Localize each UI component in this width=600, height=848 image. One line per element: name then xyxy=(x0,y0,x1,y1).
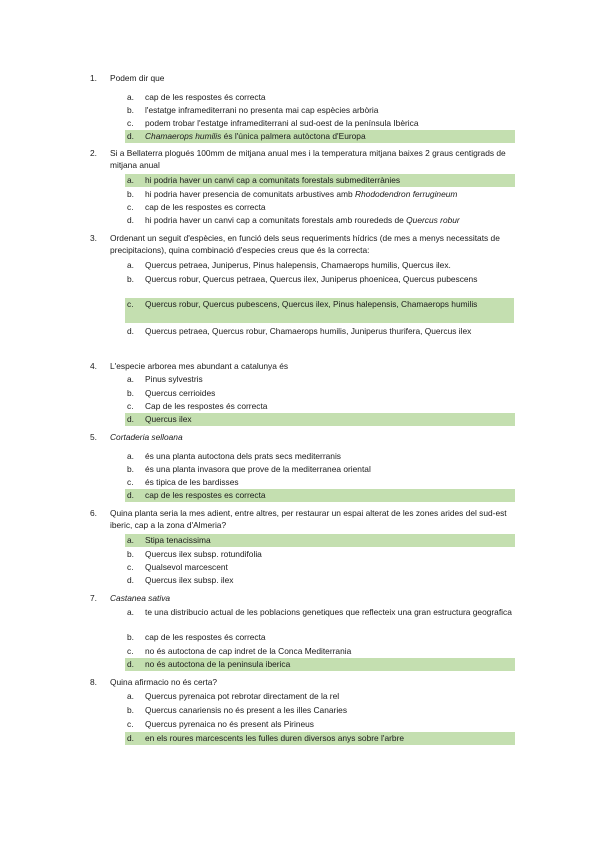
question-number: 7. xyxy=(90,593,97,603)
option-text xyxy=(145,450,515,462)
option-text xyxy=(145,645,515,657)
option-text-part: Quercus cerrioides xyxy=(145,388,216,398)
option-letter: c. xyxy=(127,477,134,487)
option-text xyxy=(145,690,515,702)
option-text-italic: Rhododendron ferrugineum xyxy=(354,189,458,199)
option-text xyxy=(145,631,515,643)
option-text-part: cap de les respostes es correcta xyxy=(145,490,266,500)
option-letter: b. xyxy=(127,105,134,115)
question-number: 4. xyxy=(90,361,97,371)
option-text xyxy=(145,298,515,310)
option-text xyxy=(145,201,515,213)
option-text-italic: Chamaerops humilis xyxy=(145,131,222,141)
option-letter: a. xyxy=(127,374,134,384)
question-number: 3. xyxy=(90,233,97,243)
question-text: Ordenant un seguit d'espècies, en funció dels seus requeriments hídrics (de mes a menys necessitats de precipitacions), quina combinació d'especies creus que és la correcta: xyxy=(110,233,500,256)
option-letter: c. xyxy=(127,299,134,309)
option-text xyxy=(145,325,515,337)
option-letter: a. xyxy=(127,260,134,270)
option-text xyxy=(145,400,515,412)
option-text xyxy=(145,606,515,618)
question-text: Cortaderia selloana xyxy=(110,432,183,442)
option-text-part: és una planta autoctona dels prats secs mediterranis xyxy=(145,451,341,461)
option-letter: b. xyxy=(127,632,134,642)
question-text: Castanea sativa xyxy=(110,593,171,603)
option-text xyxy=(145,130,515,142)
option-text xyxy=(145,373,515,385)
option-text xyxy=(145,91,515,103)
question-number: 5. xyxy=(90,432,97,442)
option-text-part: cap de les respostes es correcta xyxy=(145,202,266,212)
option-text-italic: Quercus robur xyxy=(406,215,460,225)
option-text xyxy=(145,548,515,560)
option-text-part: hi podria haver un canvi cap a comunitats forestals submediterrànies xyxy=(145,175,401,185)
option-letter: d. xyxy=(127,414,134,424)
option-text-part: és l'única palmera autòctona d'Europa xyxy=(221,131,366,141)
option-text-part: Quercus robur, Quercus petraea, Quercus ilex, Juniperus phoenicea, Quercus pubescens xyxy=(145,274,478,284)
question-text: Si a Bellaterra plogués 100mm de mitjana anual mes i la temperatura mitjana baixes 2 graus centigrads de mitjana anual xyxy=(110,148,506,171)
option-text-part: Cap de les respostes és correcta xyxy=(145,401,268,411)
option-text xyxy=(145,273,515,285)
option-letter: c. xyxy=(127,118,134,128)
option-text xyxy=(145,413,515,425)
option-text-part: Quercus ilex subsp. rotundifolia xyxy=(145,549,262,559)
option-text xyxy=(145,174,515,186)
option-letter: d. xyxy=(127,490,134,500)
option-letter: a. xyxy=(127,92,134,102)
option-text-part: cap de les respostes és correcta xyxy=(145,632,266,642)
option-text xyxy=(145,658,515,670)
option-text-part: l'estatge inframediterrani no presenta mai cap espècies arbòria xyxy=(145,105,379,115)
option-text-part: Pinus sylvestris xyxy=(145,374,203,384)
question-text: Podem dir que xyxy=(110,73,165,83)
option-text xyxy=(145,718,515,730)
option-text xyxy=(145,188,515,200)
question-text: L'especie arborea mes abundant a catalunya és xyxy=(110,361,289,371)
option-text xyxy=(145,476,515,488)
question-number: 6. xyxy=(90,508,97,518)
option-text-part: hi podria haver presencia de comunitats arbustives amb xyxy=(145,189,355,199)
option-letter: c. xyxy=(127,202,134,212)
question-text: Quina planta seria la mes adient, entre altres, per restaurar un espai alterat de les zones arides del sud-est iberic, cap a la zona d'Almeria? xyxy=(110,508,507,531)
option-text-part: cap de les respostes és correcta xyxy=(145,92,266,102)
option-letter: d. xyxy=(127,733,134,743)
option-text-part: hi podria haver un canvi cap a comunitats forestals amb rourededs de xyxy=(145,215,407,225)
question-number: 8. xyxy=(90,677,97,687)
option-letter: c. xyxy=(127,562,134,572)
option-text xyxy=(145,574,515,586)
option-text-part: Quercus petraea, Juniperus, Pinus halepensis, Chamaerops humilis, Quercus ilex. xyxy=(145,260,451,270)
option-letter: b. xyxy=(127,189,134,199)
option-text-part: Quercus ilex subsp. ilex xyxy=(145,575,234,585)
option-text-part: Quercus robur, Quercus pubescens, Quercus ilex, Pinus halepensis, Chamaerops humilis xyxy=(145,299,478,309)
question-number: 2. xyxy=(90,148,97,158)
option-letter: c. xyxy=(127,719,134,729)
option-text xyxy=(145,104,515,116)
option-text xyxy=(145,259,515,271)
option-letter: d. xyxy=(127,131,134,141)
option-letter: d. xyxy=(127,215,134,225)
option-letter: b. xyxy=(127,464,134,474)
option-letter: d. xyxy=(127,659,134,669)
option-text-part: és una planta invasora que prove de la mediterranea oriental xyxy=(145,464,371,474)
option-letter: c. xyxy=(127,401,134,411)
option-text-part: en els roures marcescents les fulles duren diversos anys sobre l'arbre xyxy=(145,733,405,743)
option-text-part: te una distribucio actual de les poblacions genetiques que reflecteix una gran estructura geografica xyxy=(145,607,512,617)
option-text xyxy=(145,117,515,129)
option-text-part: Quercus canariensis no és present a les illes Canaries xyxy=(145,705,348,715)
option-letter: b. xyxy=(127,705,134,715)
option-text-part: Stipa tenacissima xyxy=(145,535,211,545)
option-text-part: no és autoctona de cap indret de la Conca Mediterrania xyxy=(145,646,352,656)
option-letter: a. xyxy=(127,451,134,461)
option-letter: a. xyxy=(127,691,134,701)
option-text xyxy=(145,561,515,573)
option-text-part: podem trobar l'estatge inframediterrani al sud-oest de la península Ibèrica xyxy=(145,118,419,128)
option-letter: b. xyxy=(127,549,134,559)
option-text xyxy=(145,214,515,226)
option-text-part: Qualsevol marcescent xyxy=(145,562,228,572)
option-text-part: Quercus pyrenaica no és present als Pirineus xyxy=(145,719,314,729)
option-letter: b. xyxy=(127,274,134,284)
question-number: 1. xyxy=(90,73,97,83)
option-text-part: Quercus pyrenaica pot rebrotar directament de la rel xyxy=(145,691,340,701)
option-text xyxy=(145,704,515,716)
option-letter: a. xyxy=(127,607,134,617)
option-text xyxy=(145,732,515,744)
option-letter: a. xyxy=(127,175,134,185)
option-letter: d. xyxy=(127,326,134,336)
option-letter: c. xyxy=(127,646,134,656)
option-text xyxy=(145,387,515,399)
option-letter: d. xyxy=(127,575,134,585)
option-text-part: és tipica de les bardisses xyxy=(145,477,239,487)
option-text xyxy=(145,489,515,501)
option-text xyxy=(145,463,515,475)
question-text: Quina afirmacio no és certa? xyxy=(110,677,218,687)
option-text-part: Quercus ilex xyxy=(145,414,192,424)
option-text-part: Quercus petraea, Quercus robur, Chamaerops humilis, Juniperus thurifera, Quercus ilex xyxy=(145,326,472,336)
option-letter: b. xyxy=(127,388,134,398)
option-text xyxy=(145,534,515,546)
option-text-part: no és autoctona de la peninsula iberica xyxy=(145,659,291,669)
option-letter: a. xyxy=(127,535,134,545)
